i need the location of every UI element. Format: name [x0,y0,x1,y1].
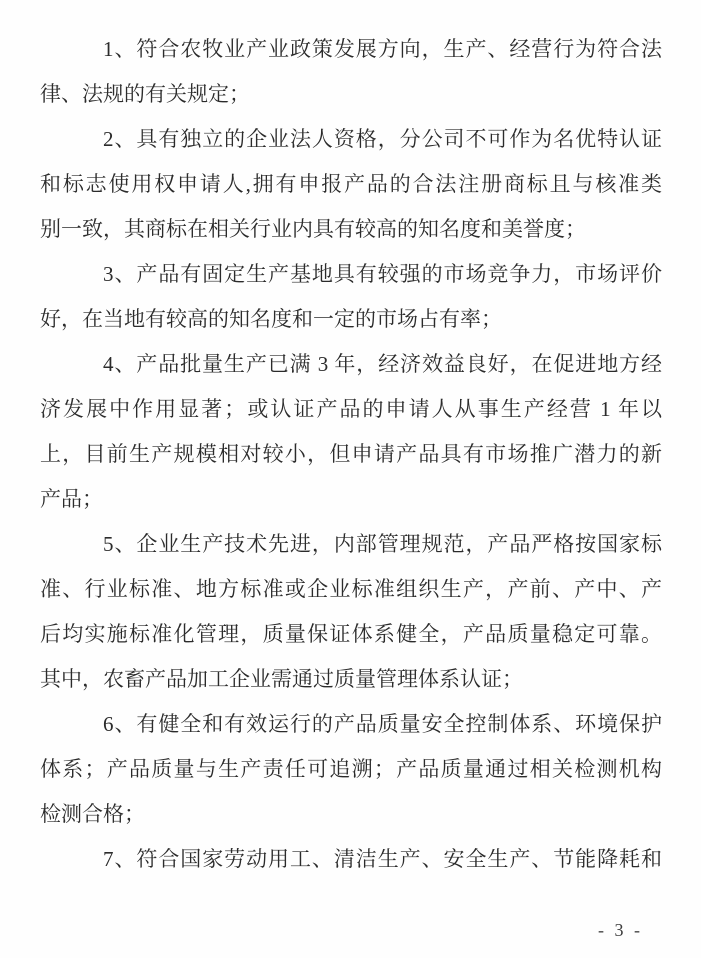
page-number: - 3 - [598,920,643,940]
text-line: 6、有健全和有效运行的产品质量安全控制体系、环境保护 [103,712,662,736]
text-line: 产品； [40,487,103,511]
text-line: 5、企业生产技术先进，内部管理规范，产品严格按国家标 [103,532,662,556]
text-line: 律、法规的有关规定； [40,82,250,106]
text-line: 体系；产品质量与生产责任可追溯；产品质量通过相关检测机构 [40,757,662,781]
text-line: 和标志使用权申请人,拥有申报产品的合法注册商标且与核准类 [40,172,662,196]
text-line: 4、产品批量生产已满 3 年，经济效益良好，在促进地方经 [103,352,662,376]
text-line: 2、具有独立的企业法人资格，分公司不可作为名优特认证 [103,127,662,151]
text-line: 7、符合国家劳动用工、清洁生产、安全生产、节能降耗和 [103,847,662,871]
text-line: 1、符合农牧业产业政策发展方向，生产、经营行为符合法 [103,37,662,61]
text-line: 其中，农畜产品加工企业需通过质量管理体系认证； [40,667,523,691]
text-line: 检测合格； [40,802,145,826]
text-line: 准、行业标准、地方标准或企业标准组织生产，产前、产中、产 [40,577,662,601]
text-line: 上，目前生产规模相对较小，但申请产品具有市场推广潜力的新 [40,442,662,466]
text-line: 好，在当地有较高的知名度和一定的市场占有率； [40,307,502,331]
text-line: 3、产品有固定生产基地具有较强的市场竞争力，市场评价 [103,262,662,286]
text-line: 别一致，其商标在相关行业内具有较高的知名度和美誉度； [40,217,586,241]
text-line: 济发展中作用显著；或认证产品的申请人从事生产经营 1 年以 [40,397,662,421]
text-line: 后均实施标准化管理，质量保证体系健全，产品质量稳定可靠。 [40,622,662,646]
document-body [40,27,662,882]
